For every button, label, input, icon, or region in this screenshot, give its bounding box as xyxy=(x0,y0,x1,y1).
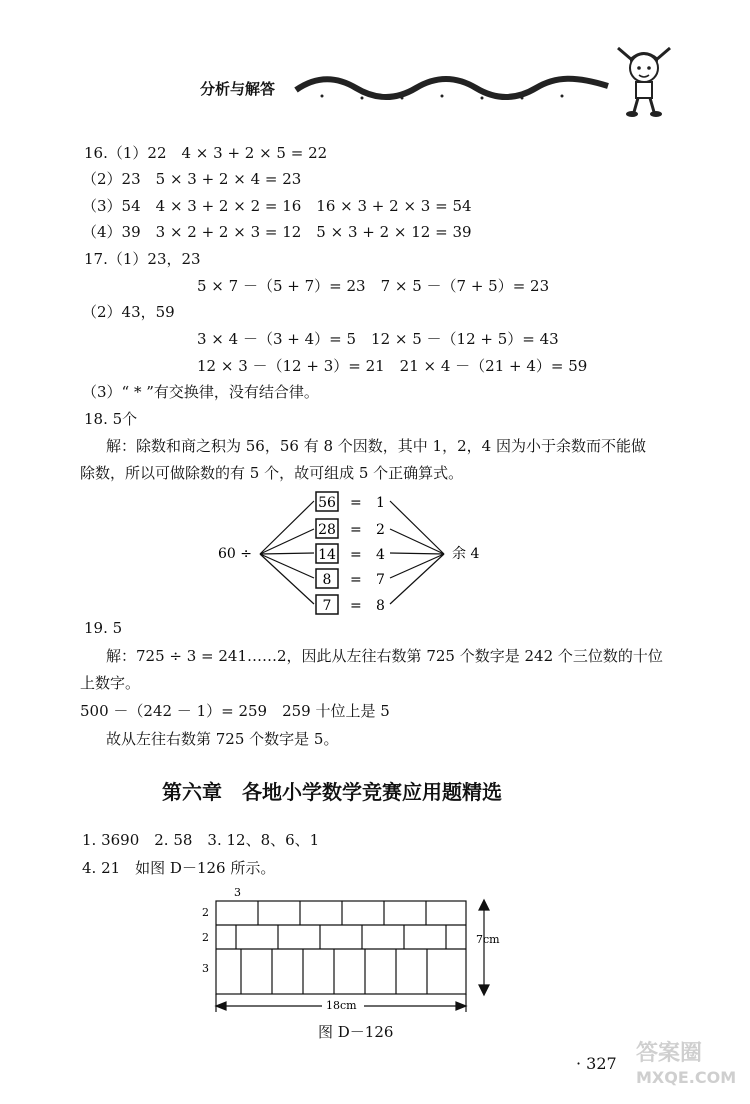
diagram-dividend: 60 ÷ xyxy=(218,546,252,562)
diagram-right-lines xyxy=(390,501,444,604)
diagram-quotient: 4 xyxy=(376,547,385,563)
figure-height-arrow xyxy=(479,900,489,995)
chapter-title: 第六章 各地小学数学竞赛应用题精选 xyxy=(162,780,502,804)
division-diagram xyxy=(200,488,500,628)
q17-part1-equation: 5 × 7 －（5 + 7）= 23 7 × 5 －（7 + 5）= 23 xyxy=(197,277,550,295)
diagram-row xyxy=(316,595,385,614)
diagram-equals: = xyxy=(350,598,362,614)
watermark-url: MXQE.COM xyxy=(636,1068,737,1087)
diagram-row xyxy=(316,544,385,563)
q18-solution-line1: 解：除数和商之积为 56，56 有 8 个因数，其中 1，2，4 因为小于余数而不能做 xyxy=(106,437,646,455)
q16-part2: （2）23 5 × 3 + 2 × 4 = 23 xyxy=(82,170,302,188)
diagram-row xyxy=(316,492,385,511)
q19-solution-line3: 500 －（242 － 1）= 259 259 十位上是 5 xyxy=(80,702,390,720)
figure-d126 xyxy=(196,886,516,1022)
figure-caption: 图 D－126 xyxy=(318,1023,394,1041)
q19-solution-line2: 上数字。 xyxy=(80,674,141,692)
diagram-equals: = xyxy=(350,522,362,538)
q19-solution-line4: 故从左往右数第 725 个数字是 5。 xyxy=(106,730,339,748)
chapter-answer-4: 4. 21 如图 D－126 所示。 xyxy=(82,859,276,877)
q17-part2-equation-a: 3 × 4 －（3 + 4）= 5 12 × 5 －（12 + 5）= 43 xyxy=(197,330,559,348)
q16-part3: （3）54 4 × 3 + 2 × 2 = 16 16 × 3 + 2 × 3 = 54 xyxy=(82,197,472,215)
watermark-logo: 答案圈 xyxy=(636,1041,703,1066)
diagram-quotient: 7 xyxy=(376,572,385,588)
diagram-row xyxy=(316,569,385,588)
figure-width-label: 18cm xyxy=(326,999,357,1012)
q16-part4: （4）39 3 × 2 + 2 × 3 = 12 5 × 3 + 2 × 12 = 39 xyxy=(82,223,472,241)
diagram-divisor: 7 xyxy=(322,598,332,614)
header-title: 分析与解答 xyxy=(200,80,276,98)
header-wave-decoration xyxy=(292,72,612,102)
page-number: · 327 xyxy=(576,1054,617,1073)
cartoon-child-icon xyxy=(612,46,676,118)
diagram-divisor: 14 xyxy=(318,547,336,563)
diagram-equals: = xyxy=(350,495,362,511)
figure-row-label: 2 xyxy=(202,906,209,919)
diagram-divisor: 8 xyxy=(322,572,332,588)
chapter-answers-1-3: 1. 3690 2. 58 3. 12、8、6、1 xyxy=(82,831,320,849)
figure-row-label: 2 xyxy=(202,931,209,944)
diagram-divisor: 56 xyxy=(318,495,336,511)
q17-part1: 17.（1）23，23 xyxy=(84,250,201,268)
figure-height-label: 7cm xyxy=(476,933,500,946)
q17-part2-equation-b: 12 × 3 －（12 + 3）= 21 21 × 4 －（21 + 4）= 59 xyxy=(197,357,588,375)
q19-solution-line1: 解：725 ÷ 3 = 241……2，因此从左往右数第 725 个数字是 242 个三位数的十位 xyxy=(106,647,663,665)
q17-part3: （3）“ * ”有交换律，没有结合律。 xyxy=(82,383,319,401)
diagram-quotient: 2 xyxy=(376,522,385,538)
q18-solution-line2: 除数，所以可做除数的有 5 个，故可组成 5 个正确算式。 xyxy=(80,464,464,482)
diagram-row xyxy=(316,519,385,538)
diagram-left-lines xyxy=(260,501,314,604)
figure-top-label: 3 xyxy=(234,886,241,899)
q17-part2: （2）43，59 xyxy=(82,303,175,321)
figure-row-label: 3 xyxy=(202,962,209,975)
figure-rectangle-grid xyxy=(216,901,466,994)
q19-answer: 19. 5 xyxy=(84,619,123,637)
diagram-divisor: 28 xyxy=(318,522,336,538)
diagram-equals: = xyxy=(350,547,362,563)
diagram-equals: = xyxy=(350,572,362,588)
q18-answer: 18. 5个 xyxy=(84,410,138,428)
q16-part1: 16.（1）22 4 × 3 + 2 × 5 = 22 xyxy=(84,144,328,162)
diagram-quotient: 1 xyxy=(376,495,385,511)
diagram-quotient: 8 xyxy=(376,598,385,614)
diagram-remainder: 余 4 xyxy=(452,546,480,562)
